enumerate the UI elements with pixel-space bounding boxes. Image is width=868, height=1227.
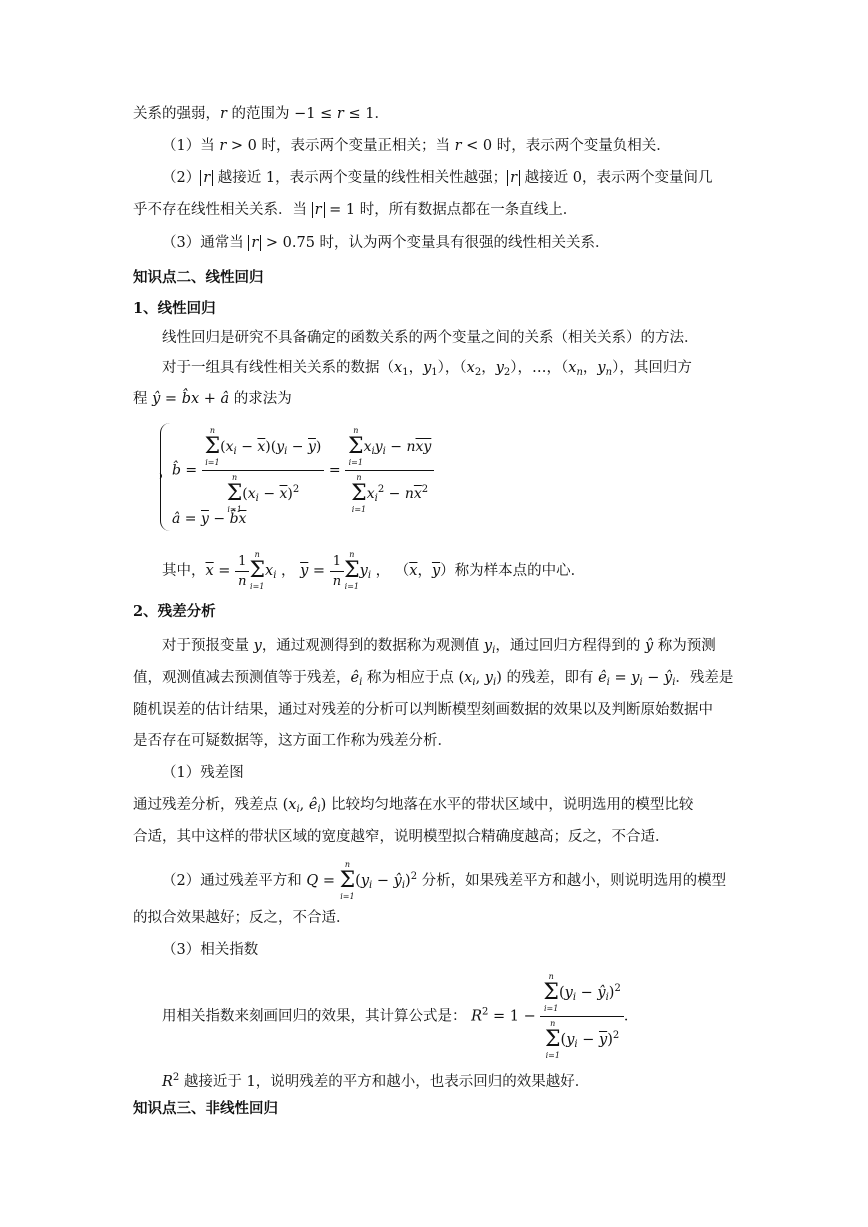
regression-equation-line: 程 ŷ = b̂x + â 的求法为 [133,391,292,407]
heading-knowledge-point-2: 知识点二、线性回归 [133,269,264,286]
b-hat-formula: b̂ = n Σ i=1 $(x_i - \overline{x})(y_i - \overline{y})$ n Σ i=1 $(x_i - \overline{x})^2$ = n Σ i=1 $x_iy_i - n\overline{xy}$ n Σ i=1 $x_i^2 - n\overline{x}^2$ [172,426,434,515]
item-2-line-2: 乎不存在线性相关关系．当 r = 1 时，所有数据点都在一条直线上． [133,202,578,218]
heading-residual-analysis: 2、残差分析 [133,603,216,620]
linear-regression-intro: 线性回归是研究不具备确定的函数关系的两个变量之间的关系（相关关系）的方法． [162,330,699,346]
a-hat-formula: â = $\overline{y}$ − $b̂\overline{x}$ [172,511,247,527]
r-squared-conclusion: $R^2$ 越接近于 1，说明残差的平方和越小，也表示回归的效果越好． [162,1072,590,1090]
residual-para-line-2: 值，观测值减去预测值等于残差，$ê_i$ 称为相应于点 ($x_i$, $y_i$) 的残差，即有 $ê_i = y_i$ − $ŷ_i$．残差是 [133,670,734,688]
sample-center-line: 其中，$\overline{x}$ = $\frac{1}{n}$ n Σ i=1 $x_i$ ， $\overline{y}$ = $\frac{1}{n}$ n Σ i=1 $y_i$ ， （$\overline{x}$，$\overline{y}$）称为样本点的中心． [162,550,586,591]
paragraph-top: 关系的强弱，r 的范围为 −1 ≤ r ≤ 1． [133,106,389,122]
residual-plot-line-2: 合适，其中这样的带状区域的宽度越窄，说明模型拟合精确度越高；反之，不合适． [133,829,670,845]
residual-para-line-1: 对于预报变量 y，通过观测得到的数据称为观测值 $y_i$，通过回归方程得到的 ŷ 称为预测 [162,638,716,656]
residual-sum-line: （2）通过残差平方和 Q = n Σ i=1 ($y_i$ − $ŷ_i)^2$ 分析，如果残差平方和越小，则说明选用的模型 [162,860,727,901]
residual-para-line-4: 是否存在可疑数据等，这方面工作称为残差分析． [133,733,452,749]
residual-para-line-3: 随机误差的估计结果，通过对残差的分析可以判断模型刻画数据的效果以及判断原始数据中 [133,702,713,718]
equation-brace [160,423,171,531]
residual-plot-line-1: 通过残差分析，残差点 ($x_i$, $ê_i$) 比较均匀地落在水平的带状区域中，说明选用的模型比较 [133,797,694,815]
item-3: （3）通常当 r > 0.75 时，认为两个变量具有很强的线性相关关系． [162,235,610,251]
heading-linear-regression: 1、线性回归 [133,300,216,317]
sub-residual-plot: （1）残差图 [162,765,244,781]
r-squared-intro: 用相关指数来刻画回归的效果，其计算公式是： [162,1008,467,1025]
r-squared-formula-line: 用相关指数来刻画回归的效果，其计算公式是： $R^2 = 1$ − n Σ i=1 ($y_i$ − $ŷ_i)^2$ n Σ i=1 $(y_i - \overline{y})^2$ ． [162,972,639,1060]
sub-correlation-index: （3）相关指数 [162,942,259,958]
item-1: （1）当 r > 0 时，表示两个变量正相关；当 r < 0 时，表示两个变量负相关． [162,138,671,154]
data-set-line: 对于一组具有线性相关关系的数据（$x_1$，$y_1$），（$x_2$，$y_2$），…，（$x_n$，$y_n$），其回归方 [162,360,692,378]
heading-knowledge-point-3: 知识点三、非线性回归 [133,1100,278,1117]
residual-sum-line-2: 的拟合效果越好；反之，不合适． [133,910,351,926]
item-2-line-1: （2） r 越接近 1，表示两个变量的线性相关性越强； r 越接近 0，表示两个变量间几 [162,170,713,186]
